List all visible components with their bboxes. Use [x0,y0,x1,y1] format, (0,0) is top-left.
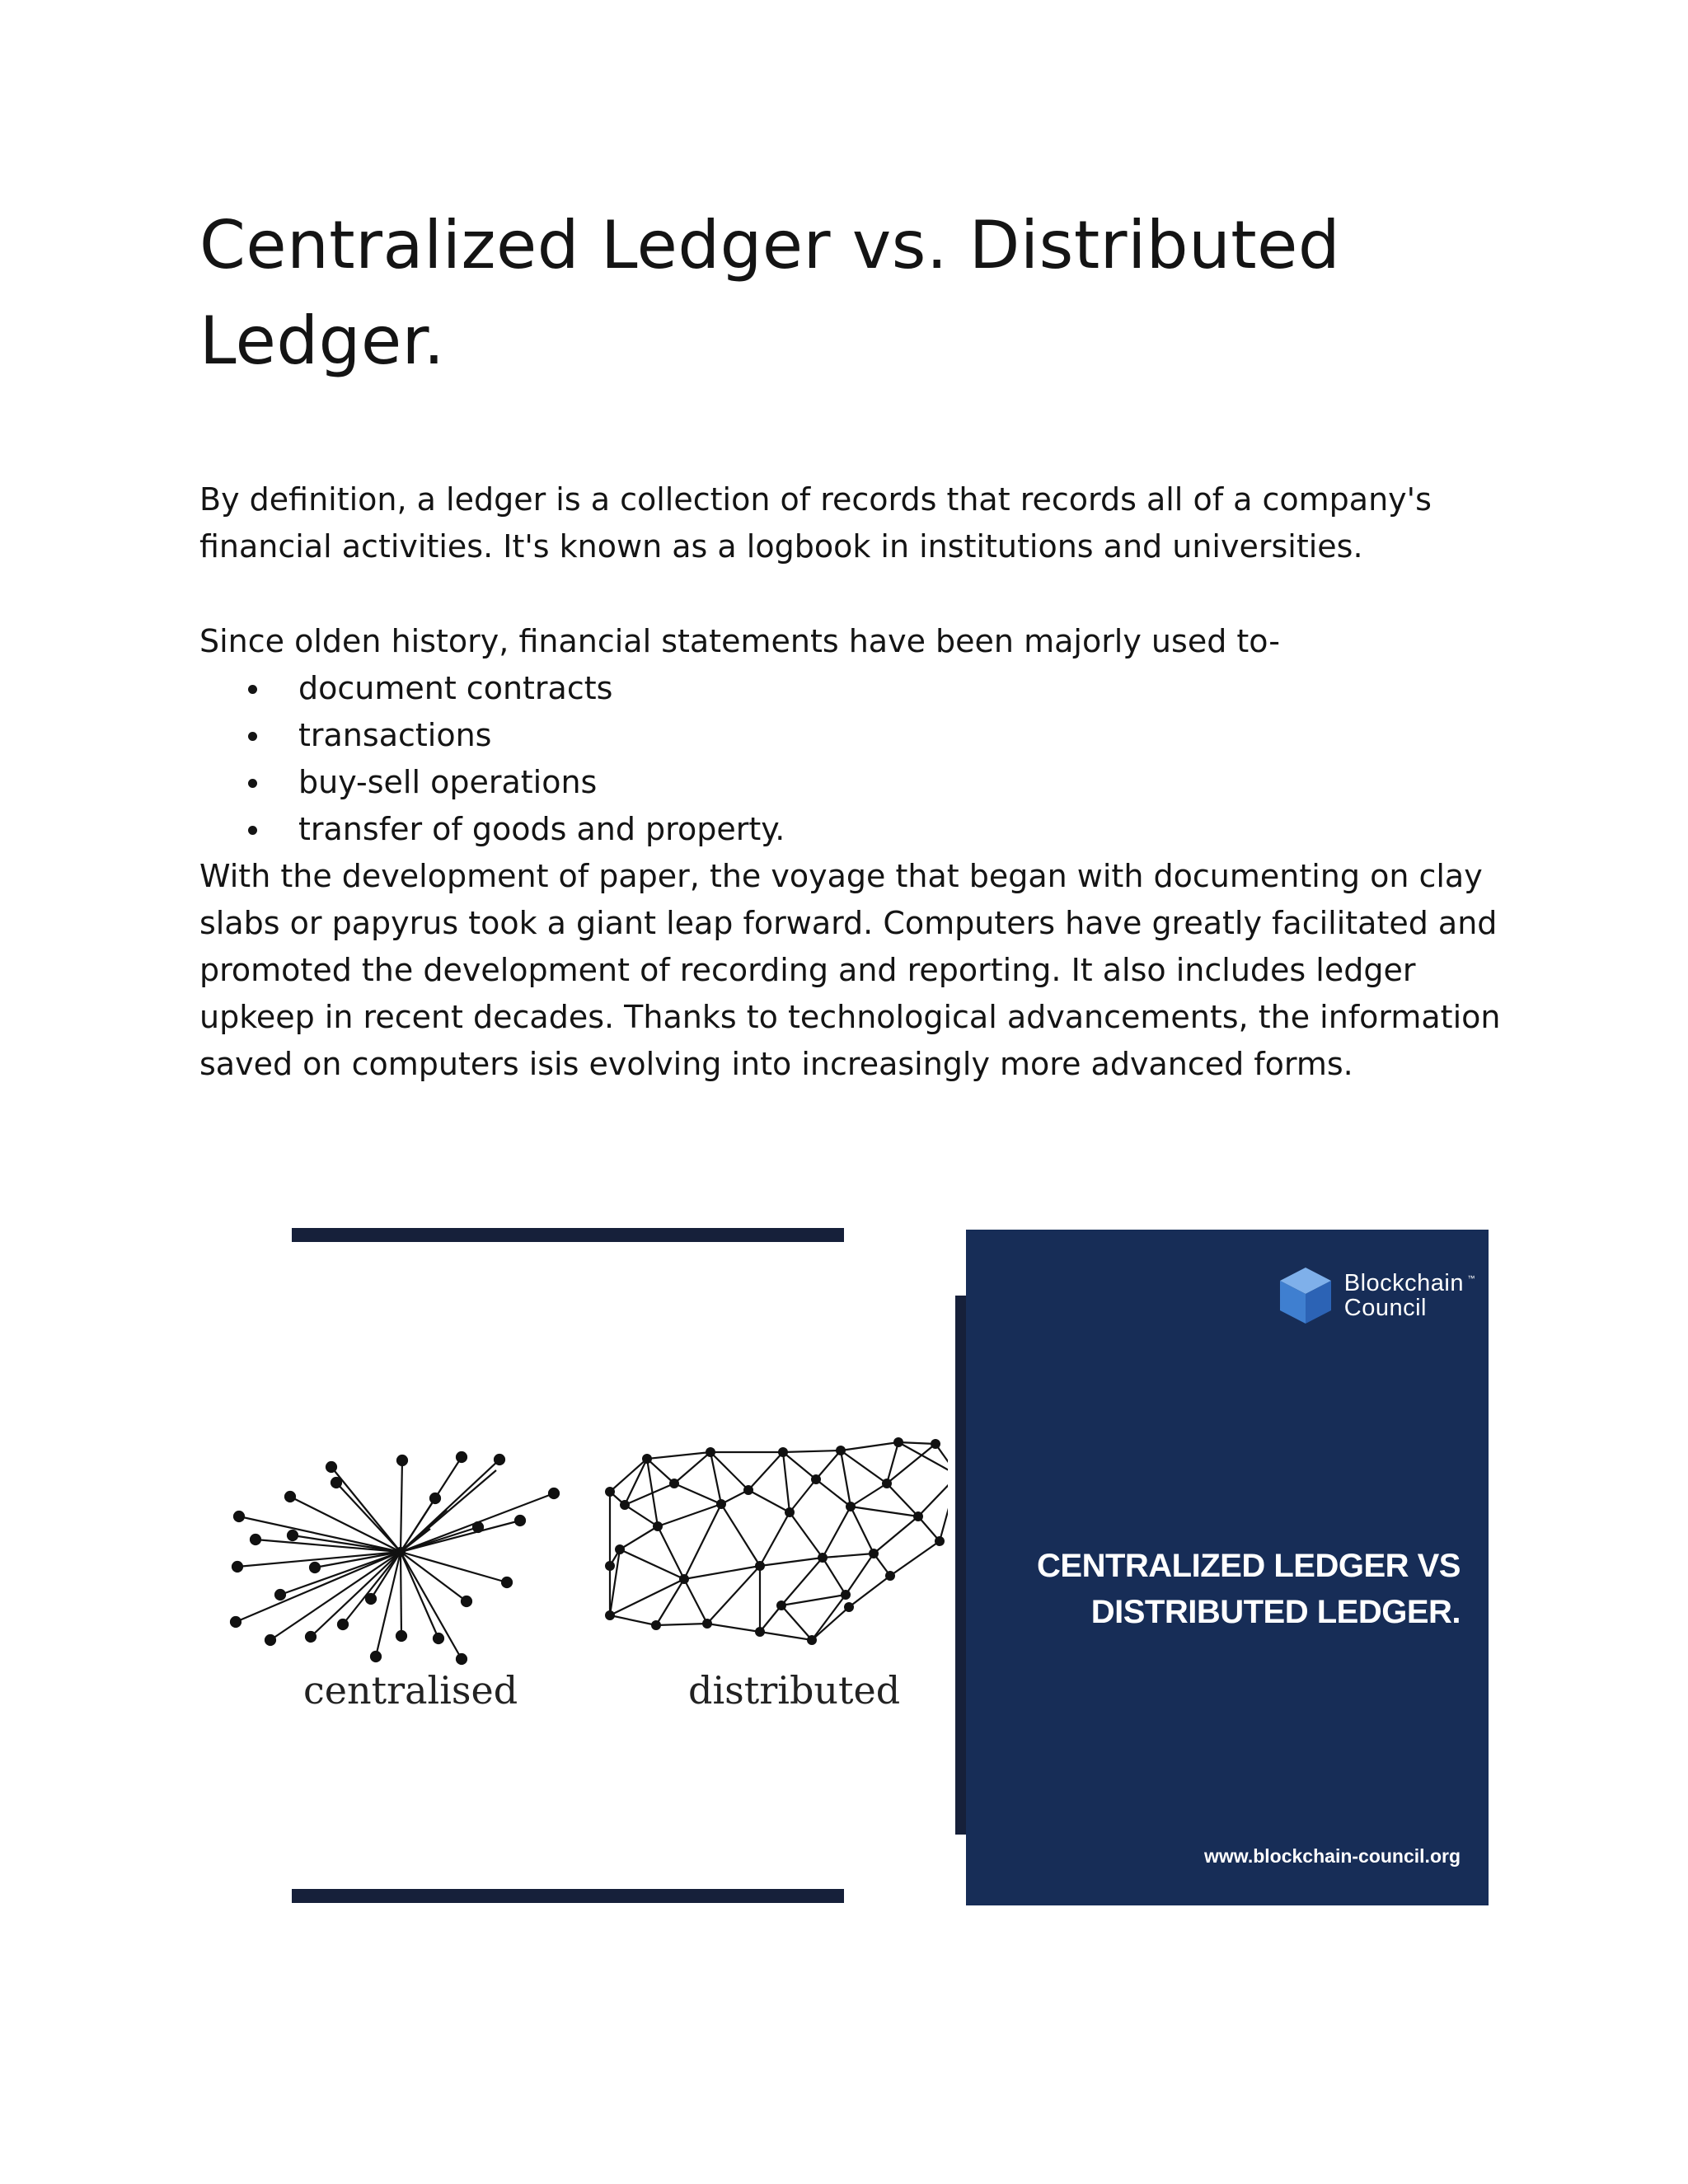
brand-name-line-2: Council [1343,1295,1427,1321]
panel-title: CENTRALIZED LEDGER VS DISTRIBUTED LEDGER. [1037,1548,1461,1630]
definition-paragraph: By definition, a ledger is a collection of records that records all of a company's financial activities. It's known as a logbook in institutions and universities. [199,481,1432,565]
list-item [199,712,785,759]
brand-name [1343,1270,1475,1321]
blockchain-council-logo-icon [1277,1264,1334,1327]
list-item-text: document contracts [298,670,613,706]
list-item-text: buy-sell operations [298,764,598,800]
list-item-text: transfer of goods and property. [298,811,785,847]
list-item [199,806,785,853]
list-item-text: transactions [298,717,492,753]
development-paragraph: With the development of paper, the voyage that began with documenting on clay slabs or papyrus took a giant leap forward. Computers have greatly facilitated and promoted the development of recording and reporting. It also includes ledger upkeep in recent decades. Thanks to technological advancements, the information saved on computers isis evolving into increasingly more advanced forms. [199,858,1501,1082]
distributed-network-icon [602,1401,948,1648]
bullet-icon [248,732,257,741]
panel-url: www.blockchain-council.org [1204,1845,1461,1867]
list-item [199,759,785,806]
title-panel [966,1230,1489,1905]
centralised-label: centralised [303,1668,518,1713]
bullet-icon [248,779,257,788]
trademark-mark: ™ [1467,1274,1475,1282]
bullet-icon [248,826,257,835]
bullet-icon [248,685,257,694]
page-title: Centralized Ledger vs. Distributed Ledger. [199,207,1341,379]
centralised-network-icon [223,1401,585,1673]
brand-name-line-1: Blockchain [1343,1270,1464,1296]
ledger-figure [223,1220,1492,1929]
history-paragraph: Since olden history, financial statements have been majorly used to- [199,623,1280,659]
uses-list [199,665,785,853]
figure-top-bar [292,1228,844,1242]
list-item [199,665,785,712]
distributed-label: distributed [688,1668,901,1713]
figure-bottom-bar [292,1889,844,1903]
brand-logo [1277,1264,1475,1327]
